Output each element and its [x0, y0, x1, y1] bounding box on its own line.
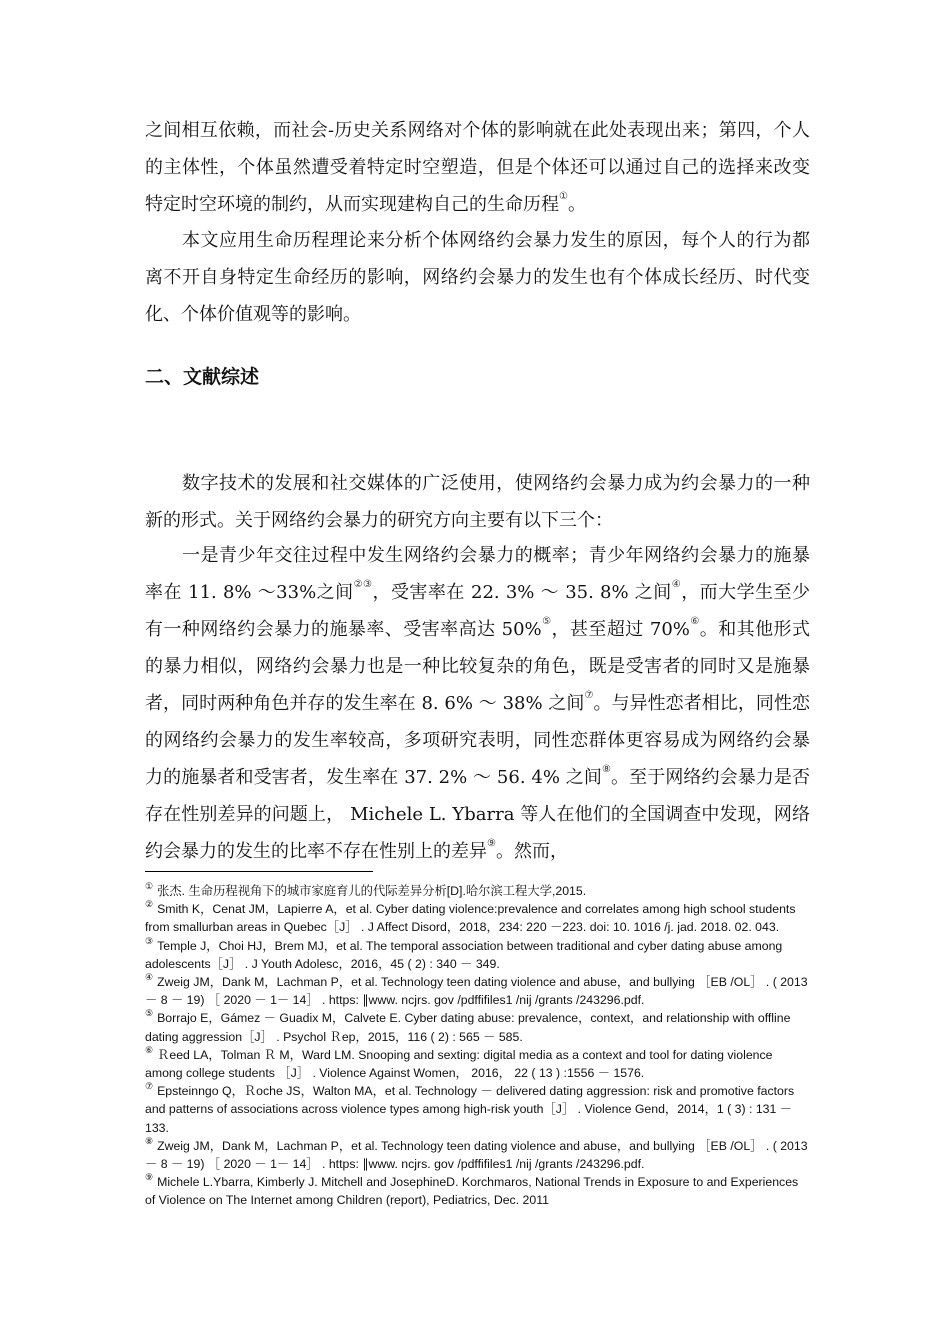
footnote-mark: ⑨ — [145, 1172, 154, 1183]
footnote-text: Epsteinngo Q，Ｒoche JS，Walton MA，et al. Technology － delivered dating aggression: risk and promotive factors and patterns of associations across violence types among high-risk youth［J］ . Violence Gend，2014，1 ( 3) : 131 － 133. — [145, 1084, 795, 1135]
footnote-item — [145, 1137, 810, 1173]
footnote-text: Michele L.Ybarra, Kimberly J. Mitchell and JosephineD. Korchmaros, National Trends in Exposure to and Experiences of Violence on The Internet among Children (report), Pediatrics, Dec. 2011 — [145, 1175, 799, 1208]
footnote-item — [145, 900, 810, 936]
footnote-ref[interactable]: ⑨ — [487, 838, 496, 849]
footnote-item — [145, 1009, 810, 1045]
paragraph-text: 一是青少年交往过程中发生网络约会暴力的概率；青少年网络约会暴力的施暴率在 11. 8% ～33%之间 — [145, 545, 810, 603]
footnote-ref[interactable]: ⑦ — [584, 690, 594, 701]
footnote-item — [145, 1082, 810, 1137]
footnote-ref[interactable]: ⑤ — [541, 616, 552, 627]
section-heading: 二、文献综述 — [145, 366, 260, 388]
footnote-item — [145, 882, 810, 900]
footnote-mark: ③ — [145, 935, 154, 946]
footnote-text: Smith K，Cenat JM，Lapierre A，et al. Cyber dating violence:prevalence and correlates among high school students from smallurban areas in Quebec［J］ . J Affect Disord，2018，234: 220 －223. doi: 10. 1016 /j. jad. 2018. 02. 043. — [145, 902, 796, 935]
paragraph-text: 。与异性恋者相比，同性恋的网络约会暴力的发生率较高，多项研究表明，同性恋群体更容易成为网络约会暴力的施暴者和受害者，发生率在 37. 2% ～ 56. 4% 之间 — [145, 693, 810, 788]
footnote-text: 张杰. 生命历程视角下的城市家庭育儿的代际差异分析[D].哈尔滨工程大学,2015. — [157, 884, 587, 898]
paragraph-digital-tech: 数字技术的发展和社交媒体的广泛使用，使网络约会暴力成为约会暴力的一种新的形式。关于网络约会暴力的研究方向主要有以下三个： — [145, 473, 810, 531]
footnote-ref[interactable]: ⑧ — [601, 764, 612, 775]
paragraph-text: 。至于网络约会暴力是否存在性别差异的问题上， Michele L. Ybarra 等人在他们的全国调查中发现，网络约会暴力的发生的比率不存在性别上的差异 — [145, 767, 811, 862]
paragraph-text: 。然而， — [495, 841, 568, 862]
footnote-ref[interactable]: ⑥ — [689, 616, 700, 627]
paragraph-text: 。 — [567, 194, 586, 215]
footnote-ref[interactable]: ① — [559, 191, 568, 202]
footnote-divider — [145, 871, 373, 872]
paragraph-prevalence — [145, 537, 810, 870]
paragraph-theory-application: 本文应用生命历程理论来分析个体网络约会暴力发生的原因，每个人的行为都离不开自身特定生命经历的影响，网络约会暴力的发生也有个体成长经历、时代变化、个体价值观等的影响。 — [145, 230, 810, 325]
paragraph-text: 。和其他形式的暴力相似，网络约会暴力也是一种比较复杂的角色，既是受害者的同时又是施暴者，同时两种角色并存的发生率在 8. 6% ～ 38% 之间 — [145, 619, 810, 714]
footnote-text: Zweig JM，Dank M，Lachman P，et al. Technology teen dating violence and abuse，and bullying ［EB /OL］ . ( 2013 － 8 － 19) ［ 2020 － 1－ 14］ . https: ∥www. ncjrs. gov /pdffifiles1 /nij /grants /243296.pdf. — [145, 1138, 808, 1172]
footnote-item — [145, 1173, 810, 1209]
paragraph-text: ，受害率在 22. 3% ～ 35. 8% 之间 — [372, 582, 672, 603]
footnote-mark: ④ — [145, 972, 154, 983]
paragraph-text: 之间相互依赖，而社会-历史关系网络对个体的影响就在此处表现出来；第四，个人的主体性，个体虽然遭受着特定时空塑造，但是个体还可以通过自己的选择来改变特定时空环境的制约，从而实现建构自己的生命历程 — [145, 120, 810, 215]
footnote-item — [145, 973, 810, 1009]
footnote-mark: ⑥ — [145, 1044, 154, 1055]
paragraph-life-course-intro — [145, 112, 810, 223]
paragraph-text: ，而大学生至少有一种网络约会暴力的施暴率、受害率高达 50% — [145, 582, 811, 640]
footnote-text: Ｒeed LA，Tolman Ｒ M，Ward LM. Snooping and sexting: digital media as a context and tool for dating violence among college students ［J］ . Violence Against Women， 2016， 22 ( 13 ) :1556 － 1576. — [145, 1047, 773, 1081]
footnote-mark: ① — [145, 881, 154, 891]
footnote-ref[interactable]: ④ — [671, 579, 682, 590]
paragraph-text: ，甚至超过 70% — [551, 619, 690, 640]
footnote-mark: ⑧ — [145, 1135, 154, 1146]
footnote-text: Temple J，Choi HJ，Brem MJ，et al. The temporal association between traditional and cyber dating abuse among adolescents［J］ . J Youth Adolesc，2016，45 ( 2) : 340 － 349. — [145, 938, 783, 971]
footnotes — [145, 882, 810, 1210]
footnote-text: Zweig JM，Dank M，Lachman P，et al. Technology teen dating violence and abuse，and bullying ［EB /OL］ . ( 2013 － 8 － 19) ［ 2020 － 1－ 14］ . https: ∥www. ncjrs. gov /pdffifiles1 /nij /grants /243296.pdf. — [145, 975, 808, 1008]
footnote-mark: ② — [145, 899, 154, 910]
footnote-item — [145, 937, 810, 973]
footnote-mark: ⑤ — [145, 1008, 154, 1019]
footnote-text: Borrajo E，Gámez － Guadix M，Calvete E. Cyber dating abuse: prevalence，context，and relationship with offline dating aggression［J］ . Psychol Ｒep，2015，116 ( 2) : 565 － 585. — [145, 1011, 791, 1044]
footnote-item — [145, 1046, 810, 1082]
footnote-mark: ⑦ — [145, 1081, 154, 1092]
footnote-ref[interactable]: ②③ — [353, 579, 373, 590]
